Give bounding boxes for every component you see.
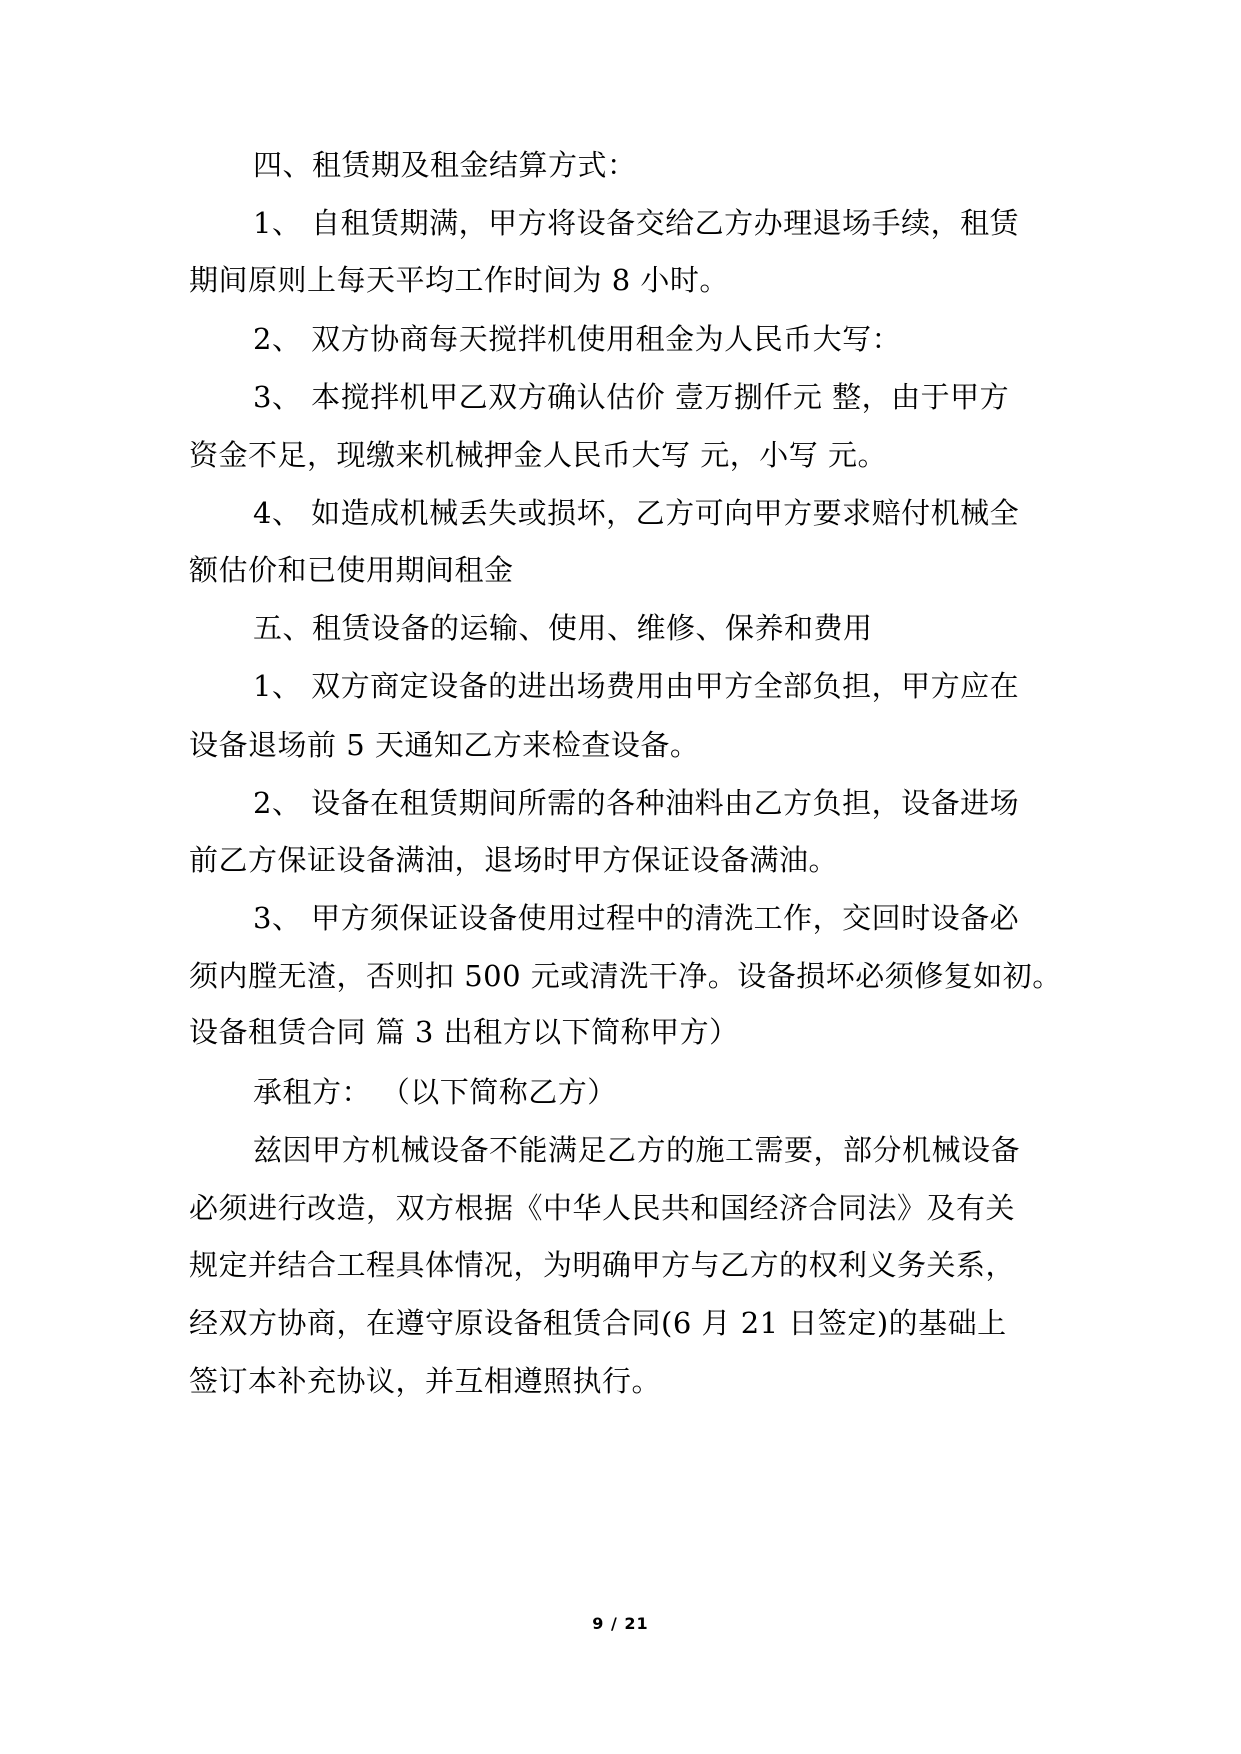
clause-5-2-line-1: 2、 设备在租赁期间所需的各种油料由乙方负担，设备进场 xyxy=(253,786,1020,820)
page-number: 9 / 21 xyxy=(592,1614,649,1633)
clause-5-3-line-2: 须内膛无渣，否则扣 500 元或清洗干净。设备损坏必须修复如初。 xyxy=(189,959,1062,993)
clause-4-3-line-2: 资金不足，现缴来机械押金人民币大写 元，小写 元。 xyxy=(189,438,887,472)
contract-title-part-3: 设备租赁合同 篇 3 出租方以下简称甲方） xyxy=(189,1015,739,1049)
clause-5-3-line-1: 3、 甲方须保证设备使用过程中的清洗工作，交回时设备必 xyxy=(253,901,1020,935)
clause-5-1-line-1: 1、 双方商定设备的进出场费用由甲方全部负担，甲方应在 xyxy=(253,669,1020,703)
preamble-line-4: 经双方协商，在遵守原设备租赁合同(6 月 21 日签定)的基础上 xyxy=(189,1306,1007,1340)
preamble-line-5: 签订本补充协议，并互相遵照执行。 xyxy=(189,1364,662,1398)
clause-4-4-line-2: 额估价和已使用期间租金 xyxy=(189,553,514,587)
clause-5-2-line-2: 前乙方保证设备满油，退场时甲方保证设备满油。 xyxy=(189,843,839,877)
preamble-line-2: 必须进行改造，双方根据《中华人民共和国经济合同法》及有关 xyxy=(189,1191,1016,1225)
section-heading-lease-term: 四、租赁期及租金结算方式： xyxy=(253,148,637,182)
clause-5-1-line-2: 设备退场前 5 天通知乙方来检查设备。 xyxy=(189,728,700,762)
lessee-line: 承租方： （以下简称乙方） xyxy=(253,1075,617,1109)
clause-4-1-line-1: 1、 自租赁期满，甲方将设备交给乙方办理退场手续，租赁 xyxy=(253,206,1020,240)
section-heading-transport-usage: 五、租赁设备的运输、使用、维修、保养和费用 xyxy=(253,611,873,645)
preamble-line-3: 规定并结合工程具体情况，为明确甲方与乙方的权利义务关系， xyxy=(189,1248,1016,1282)
preamble-line-1: 兹因甲方机械设备不能满足乙方的施工需要，部分机械设备 xyxy=(253,1133,1021,1167)
clause-4-2: 2、 双方协商每天搅拌机使用租金为人民币大写： xyxy=(253,322,902,356)
clause-4-3-line-1: 3、 本搅拌机甲乙双方确认估价 壹万捌仟元 整，由于甲方 xyxy=(253,380,1010,414)
clause-4-4-line-1: 4、 如造成机械丢失或损坏，乙方可向甲方要求赔付机械全 xyxy=(253,496,1020,530)
clause-4-1-line-2: 期间原则上每天平均工作时间为 8 小时。 xyxy=(189,263,729,297)
